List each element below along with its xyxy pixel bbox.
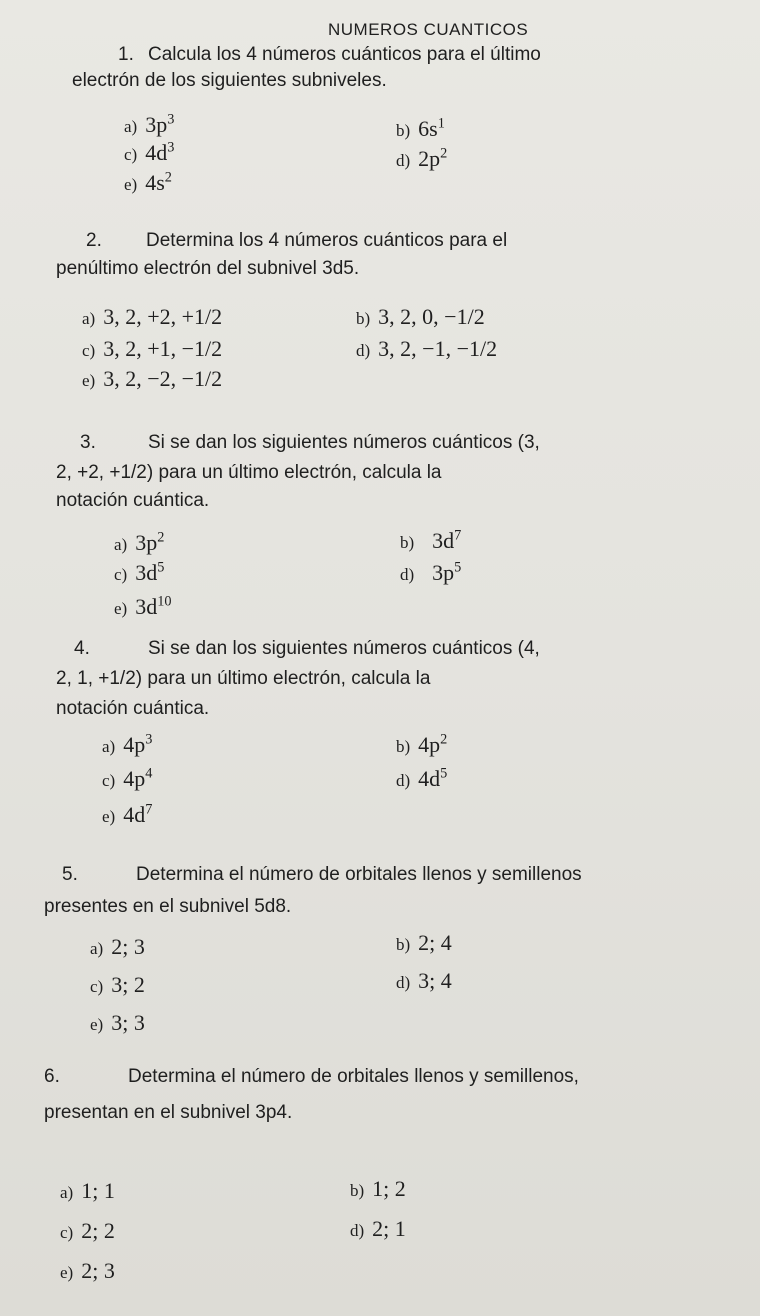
question-6-line1: 6. Determina el número de orbitales llenos y semillenos, <box>44 1066 579 1087</box>
question-1-option-d: d) $2p^2$ <box>396 145 448 171</box>
question-2-option-e: e) 3, 2, −2, −1/2 <box>82 366 223 391</box>
question-3-option-c: c) $3d^5$ <box>114 559 165 585</box>
question-5-option-c: c) 3; 2 <box>90 972 145 997</box>
question-4-option-a: a) $4p^3$ <box>102 731 153 757</box>
question-1-option-c: c) $4d^3$ <box>124 139 175 165</box>
page-title: NUMEROS CUANTICOS <box>328 20 529 39</box>
question-1-line1: 1. Calcula los 4 números cuánticos para el último <box>118 44 541 65</box>
question-5-option-d: d) 3; 4 <box>396 968 452 993</box>
question-3-line3: notación cuántica. <box>56 490 210 511</box>
question-3-option-a: a) $3p^2$ <box>114 529 165 555</box>
question-5-option-e: e) 3; 3 <box>90 1010 145 1035</box>
question-1-option-b: b) $6s^1$ <box>396 115 445 141</box>
question-2-line1: 2. Determina los 4 números cuánticos para el <box>86 230 508 251</box>
question-2-option-c: c) 3, 2, +1, −1/2 <box>82 336 223 361</box>
question-4-option-e: e) $4d^7$ <box>102 801 153 827</box>
question-3-line2: 2, +2, +1/2) para un último electrón, calcula la <box>56 462 442 483</box>
question-3-option-b: b) $3d^7$ <box>400 527 462 553</box>
question-6-option-d: d) 2; 1 <box>350 1216 406 1241</box>
question-1-option-a: a) $3p^3$ <box>124 111 175 137</box>
question-2-option-b: b) 3, 2, 0, −1/2 <box>356 304 485 329</box>
question-4-option-c: c) $4p^4$ <box>102 765 153 791</box>
question-1-option-e: e) $4s^2$ <box>124 169 172 195</box>
question-3-line1: 3. Si se dan los siguientes números cuánticos (3, <box>80 432 540 453</box>
question-2-line2: penúltimo electrón del subnivel 3d5. <box>56 258 360 279</box>
question-6-option-b: b) 1; 2 <box>350 1176 406 1201</box>
question-6-option-c: c) 2; 2 <box>60 1218 115 1243</box>
question-5-line2: presentes en el subnivel 5d8. <box>44 896 292 917</box>
question-1-line2: electrón de los siguientes subniveles. <box>72 70 387 91</box>
question-4-option-b: b) $4p^2$ <box>396 731 448 757</box>
question-2-option-d: d) 3, 2, −1, −1/2 <box>356 336 498 361</box>
question-4-line3: notación cuántica. <box>56 698 210 719</box>
question-6-option-a: a) 1; 1 <box>60 1178 115 1203</box>
question-3-option-d: d) $3p^5$ <box>400 559 462 585</box>
question-5-line1: 5. Determina el número de orbitales llenos y semillenos <box>62 864 582 885</box>
question-4-line2: 2, 1, +1/2) para un último electrón, calcula la <box>56 668 431 689</box>
question-6-option-e: e) 2; 3 <box>60 1258 115 1283</box>
question-6-line2: presentan en el subnivel 3p4. <box>44 1102 293 1123</box>
question-2-option-a: a) 3, 2, +2, +1/2 <box>82 304 223 329</box>
question-5-option-b: b) 2; 4 <box>396 930 452 955</box>
question-4-line1: 4. Si se dan los siguientes números cuánticos (4, <box>74 638 540 659</box>
question-3-option-e: e) $3d^{10}$ <box>114 593 172 619</box>
question-5-option-a: a) 2; 3 <box>90 934 145 959</box>
question-4-option-d: d) $4d^5$ <box>396 765 448 791</box>
